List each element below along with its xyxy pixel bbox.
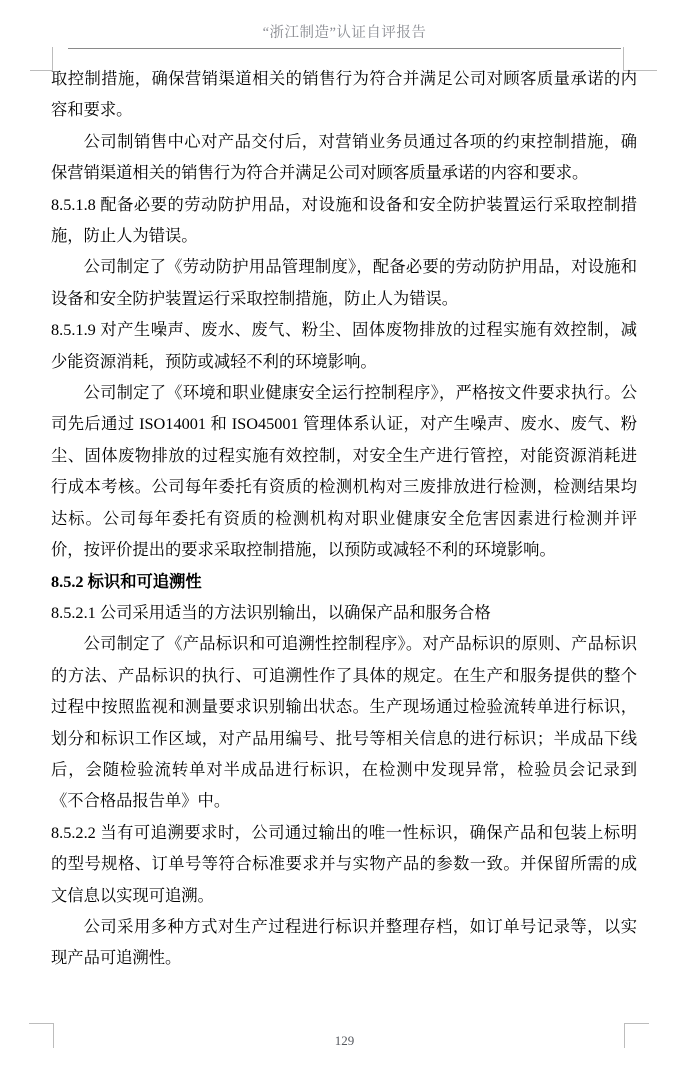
paragraph: 公司采用多种方式对生产过程进行标识并整理存档，如订单号记录等，以实现产品可追溯性。 — [51, 916, 637, 968]
paragraph: 公司制销售中心对产品交付后，对营销业务员通过各项的约束控制措施，确保营销渠道相关的销售行为符合并满足公司对顾客质量承诺的内容和要求。 — [51, 131, 637, 183]
paragraph: 公司制定了《环境和职业健康安全运行控制程序》，严格按文件要求执行。公司先后通过 ISO14001 和 ISO45001 管理体系认证，对产生噪声、废水、废气、粉尘、固体废物排放的过程实施有效控制，对安全生产进行管控，对能资源消耗进行成本考核。公司每年委托有资质的检测机构对三废排放进行检测，检测结果均达标。公司每年委托有资质的检测机构对职业健康安全危害因素进行检测并评价，按评价提出的要求采取控制措施，以预防或减轻不利的环境影响。 — [51, 383, 637, 560]
crop-mark-top-left — [30, 47, 53, 71]
clause-8-5-2-2: 8.5.2.2 当有可追溯要求时，公司通过输出的唯一性标识，确保产品和包装上标明的型号规格、订单号等符合标准要求并与实物产品的参数一致。并保留所需的成文信息以实现可追溯。 — [51, 822, 637, 905]
clause-8-5-1-9: 8.5.1.9 对产生噪声、废水、废气、粉尘、固体废物排放的过程实施有效控制，减少能资源消耗，预防或减轻不利的环境影响。 — [51, 320, 637, 371]
document-body — [51, 63, 637, 974]
page-header-title: “浙江制造”认证自评报告 — [262, 25, 427, 41]
section-heading-8-5-2: 8.5.2 标识和可追溯性 — [51, 571, 202, 591]
header-rule — [68, 48, 621, 49]
clause-8-5-1-8: 8.5.1.8 配备必要的劳动防护用品，对设施和设备和安全防护装置运行采取控制措施，防止人为错误。 — [51, 194, 637, 246]
paragraph: 公司制定了《劳动防护用品管理制度》，配备必要的劳动防护用品，对设施和设备和安全防护装置运行采取控制措施，防止人为错误。 — [51, 257, 637, 308]
page-number: 129 — [334, 1033, 355, 1048]
paragraph: 公司制定了《产品标识和可追溯性控制程序》。对产品标识的原则、产品标识的方法、产品标识的执行、可追溯性作了具体的规定。在生产和服务提供的整个过程中按照监视和测量要求识别输出状态。生产现场通过检验流转单进行标识，划分和标识工作区域，对产品用编号、批号等相关信息的进行标识；半成品下线后，会随检验流转单对半成品进行标识，在检测中发现异常，检验员会记录到《不合格品报告单》中。 — [51, 634, 637, 811]
clause-8-5-2-1: 8.5.2.1 公司采用适当的方法识别输出，以确保产品和服务合格 — [51, 602, 491, 622]
paragraph-continuation: 取控制措施，确保营销渠道相关的销售行为符合并满足公司对顾客质量承诺的内容和要求。 — [51, 69, 637, 120]
